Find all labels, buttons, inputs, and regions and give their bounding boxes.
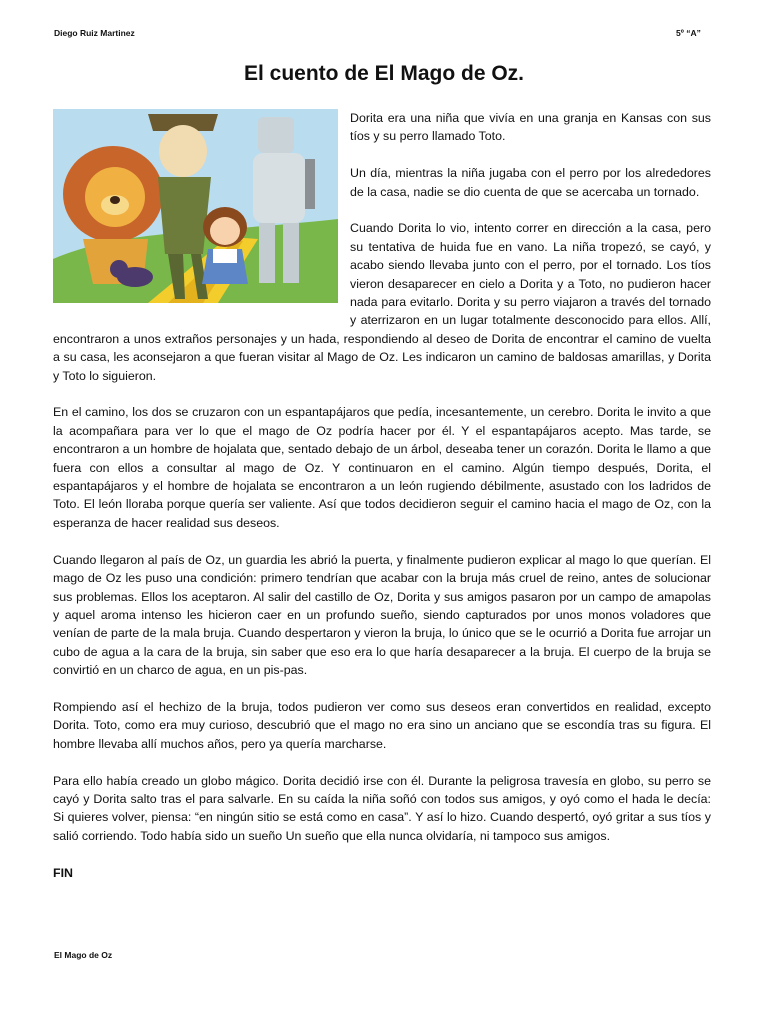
story-paragraph-4: En el camino, los dos se cruzaron con un espantapájaros que pedía, incesantemente, un cerebro. Dorita le invito a que la acompañara para ver lo que el mago de Oz podría hacer por él. Y el espantapájaros acepto. Mas tarde, se encontraron a un hombre de hojalata que, sentado debajo de un árbol, deseaba tener un corazón. Dorita le llamo a que fuera con ellos a consultar al mago de Oz. Y continuaron en el camino. Algún tiempo después, Dorita, el espantapájaros y el hombre de hojalata se encontraron a un león rugiendo débilmente, asustado con los ladridos de Toto. El león lloraba porque quería ser valiente. Así que todos decidieron seguir el camino hacia el mago de Oz, con la esperanza de hacer realidad sus deseos. <box>53 405 711 530</box>
header-author: Diego Ruiz Martinez <box>54 28 135 38</box>
story-paragraph-6: Rompiendo así el hechizo de la bruja, todos pudieron ver como sus deseos eran convertidos en realidad, excepto Dorita. Toto, como era muy curioso, descubrió que el mago no era sino un anciano que se escondía tras su figura. El hombre llevaba allí muchos años, pero ya quería marcharse. <box>53 699 711 751</box>
story-paragraph-5: Cuando llegaron al país de Oz, un guardia les abrió la puerta, y finalmente pudieron explicar al mago lo que querían. El mago de Oz les puso una condición: primero tendrían que acabar con la bruja más cruel de reino, antes de solucionar sus problemas. Ellos los aceptaron. Al salir del castillo de Oz, Dorita y sus amigos pasaron por un campo de amapolas y aquel aroma intenso les hicieron caer en un profundo sueño, siendo capturados por unos monos voladores que venían de parte de la mala bruja. Cuando despertaron y vieron la bruja, lo único que se le ocurrió a Dorita fue arrojar un cubo de agua a la cara de la bruja, sin saber que eso era lo que haría desaparecer a la bruja. El cuerpo de la bruja se convirtió en un charco de agua, en un pis-pas. <box>53 552 711 678</box>
footer-title: El Mago de Oz <box>54 950 113 960</box>
story-paragraph-2: Un día, mientras la niña jugaba con el perro por los alrededores de la casa, nadie se dio cuenta de que se acercaba un tornado. <box>350 166 711 199</box>
story-paragraph-1: Dorita era una niña que vivía en una granja en Kansas con sus tíos y su perro llamado Toto. <box>350 111 711 144</box>
wizard-of-oz-illustration <box>53 109 338 303</box>
header-grade: 5º “A” <box>676 28 701 38</box>
page-title: El cuento de El Mago de Oz. <box>243 62 525 85</box>
story-end: FIN <box>53 865 73 880</box>
story-paragraph-3: Cuando Dorita lo vio, intento correr en dirección a la casa, pero su tentativa de huida fue en vano. La niña tropezó, se cayó, y acabo siendo llevaba junto con el perro, por el tornado. Los tíos vieron desaparecer en cielo a Dorita y a Toto, no pudieron hacer nada para evitarlo. Dorita y su perro viajaron a través del tornado y aterrizaron en un lugar totalmente desconocido para ellos. Allí, encontraron a unos extraños personajes y un hada, respondiendo al deseo de Dorita de encontrar el camino de vuelta a su casa, les aconsejaron a que fueran visitar al Mago de Oz. Les indicaron un camino de baldosas amarillas, y Dorita y Toto lo siguieron. <box>53 221 711 383</box>
story-paragraph-7: Para ello había creado un globo mágico. Dorita decidió irse con él. Durante la peligrosa travesía en globo, su perro se cayó y Dorita salto tras el para salvarle. En su caída la niña soñó con todos sus amigos, y oyó como el hada le decía: Si quieres volver, piensa: “en ningún sitio se está como en casa”. Y así lo hizo. Cuando despertó, oyó gritar a sus tíos y salió corriendo. Todo había sido un sueño Un sueño que ella nunca olvidaría, ni tampoco sus amigos. <box>53 773 711 843</box>
